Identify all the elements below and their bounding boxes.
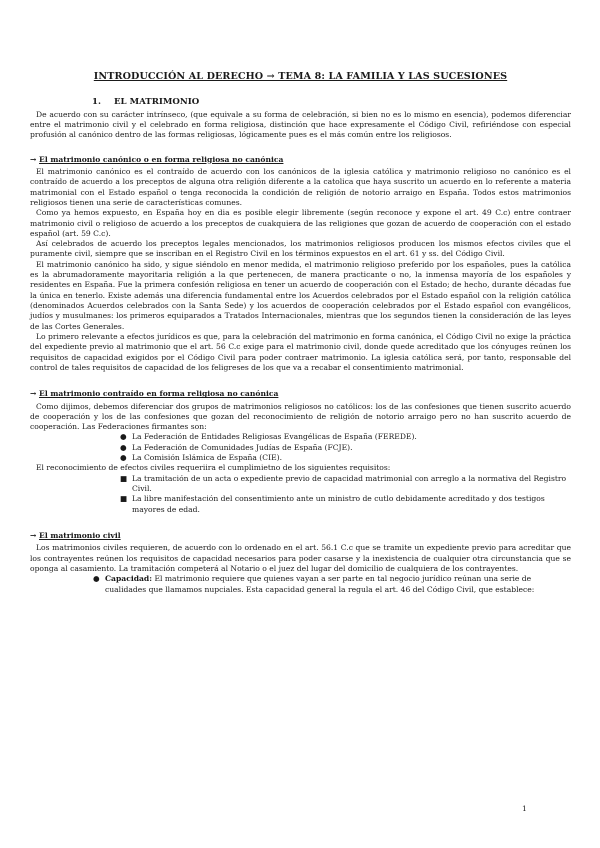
subsection-heading-text: El matrimonio contraído en forma religiosa no canónica xyxy=(39,389,279,399)
bullet-icon: ■ xyxy=(120,473,128,483)
paragraph: Como ya hemos expuesto, en España hoy en dia es posible elegir libremente (según reconoce y expone el art. 49 C.c) entre contraer matrimonio civil o religioso de acuerdo a los preceptos de cuakquiera de las religiones que gozan de acuerdo de cooperación con el estado español (art. 59 C.c). xyxy=(30,208,571,238)
capacidad-text: El matrimonio requiere que quienes vayan a ser parte en tal negocio jurídico reúnan una serie de cualidades que llamamos nupciales. Esta capacidad general la regula el art. 46 del Código Civil, que establece: xyxy=(105,574,535,594)
paragraph: Lo primero relevante a efectos jurídicos es que, para la celebración del matrimonio en forma canónica, el Código Civil no exige la práctica del expediente previo al matrimonio que el art. 56 C.c exige para el matrimonio civil, donde quede acreditado que los cónyuges reúnen los requisitos de capacidad exigidos por el Código Civil para poder contraer matrimonio. La iglesia católica será, por tanto, responsable del control de tales requisitos de capacidad de los feligreses de los que va a recabar el consentimiento matrimonial. xyxy=(30,331,571,372)
list-item: ● La Federación de Entidades Religiosas Evangélicas de España (FEREDE). xyxy=(120,432,417,442)
bullet-icon: ● xyxy=(93,574,100,584)
page-number: 1 xyxy=(522,804,527,813)
arrow-icon: → xyxy=(30,154,37,164)
requisitos-list xyxy=(30,474,571,515)
paragraph: Los matrimonios civiles requieren, de acuerdo con lo ordenado en el art. 56.1 C.c que se tramite un expediente previo para acreditar que los contrayentes reúnen los requisitos de capacidad necesarios para poder casarse y la inexistencia de cualquier otra circunstancia que se oponga al casamiento. La tramitación competerá al Notario o el juez del lugar del domicilio de cualquiera de los contrayentes. xyxy=(30,543,571,573)
subsection-heading-text: El matrimonio canónico o en forma religiosa no canónica xyxy=(39,154,284,164)
arrow-icon: → xyxy=(30,530,37,540)
paragraph: Así celebrados de acuerdo los preceptos legales mencionados, los matrimonios religiosos producen los mismos efectos civiles que el puramente civil, siempre que se inscriban en el Registro Civil en los términos expuestos en el art. 61 y ss. del Código Civil. xyxy=(30,239,571,259)
section-heading-matrimonio xyxy=(92,97,571,109)
document-content xyxy=(30,70,571,595)
list-item: ■ La libre manifestación del consentimiento ante un ministro de cutlo debidamente acreditado y dos testigos mayores de edad. xyxy=(120,494,545,514)
bullet-icon: ● xyxy=(120,453,127,463)
subsection-heading-no-canonica xyxy=(30,389,571,399)
paragraph: El matrimonio canónico es el contraído de acuerdo con los canónicos de la iglesia católica y matrimonio religioso no canónico es el contraído de acuerdo a los preceptos de alguna otra religión diferente a la catolica que haya suscrito un acuerdo en lo referente a materia matrimonial con el Estado español o tenga reconocida la condición de religión de notorio arraigo en España. Todos estos matrimonios religiosos tienen una serie de características comunes. xyxy=(30,166,571,207)
bullet-icon: ● xyxy=(120,432,127,442)
list-item xyxy=(93,574,571,595)
subsection-heading-text: El matrimonio civil xyxy=(39,530,121,540)
arrow-icon: → xyxy=(30,389,37,399)
subsection-heading-civil xyxy=(30,531,571,541)
federaciones-list xyxy=(30,432,571,463)
list-item: ● La Comisión Islámica de España (CIE). xyxy=(120,453,282,463)
bullet-icon: ■ xyxy=(120,494,128,504)
document-title: INTRODUCCIÓN AL DERECHO → TEMA 8: LA FAMILIA Y LAS SUCESIONES xyxy=(93,71,508,82)
list-item: ■ La tramitación de un acta o expediente previo de capacidad matrimonial con arreglo a la normativa del Registro Civil. xyxy=(120,473,567,494)
paragraph: Como dijimos, debemos diferenciar dos grupos de matrimonios religiosos no católicos: los de las confesiones que tienen suscrito acuerdo de cooperación y los de las confesiones que gozan del reconocimiento de religión de notorio arraigo pero no han suscrito acuerdo de cooperación. Las Federaciones firmantes son: xyxy=(30,401,571,432)
section-heading-text: EL MATRIMONIO xyxy=(114,97,200,108)
bullet-icon: ● xyxy=(120,442,127,452)
paragraph: El reconocimiento de efectos civiles requeriira el cumplimietno de los siguientes requisitos: xyxy=(36,463,391,473)
list-item: ● La Federación de Comunidades Judías de España (FCJE). xyxy=(120,442,353,452)
capacidad-list xyxy=(30,574,571,595)
paragraph: El matrimonio canónico ha sido, y sigue siéndolo en menor medida, el matrimonio religioso preferido por los españoles, pues la católica es la abrumadoramente mayoritaria religión a la que pertenecen, de manera practicante o no, la inmensa mayoría de los españoles y residentes en España. Fue la primera confesión religiosa en tener un acuerdo de cooperación con el Estado; de hecho, durante décadas fue la única en tenerlo. Existe además una diferencia fundamental entre los Acuerdos celebrados por el Estado español con la religión católica (denominados Acuerdos celebrados con la Santa Sede) y los acuerdos de cooperación celebrados por el Estado español con evangélicos, judíos y musulmanes: los primeros equiparados a Tratados Internacionales, mientras que los segundos tienen la consideración de las leyes de las Cortes Generales. xyxy=(30,259,571,331)
intro-paragraph: De acuerdo con su carácter intrínseco, (que equivale a su forma de celebración, si bien no es lo mismo en esencia), podemos diferenciar entre el matrimonio civil y el celebrado en forma religiosa, distinción que hace expresamente el Código Civil, refiriéndose con especial profusión al canónico dentro de las formas religiosas, lógicamente pues es el más común entre los religiosos. xyxy=(30,109,571,140)
section-number: 1. xyxy=(92,97,101,108)
capacidad-label: Capacidad: xyxy=(105,574,153,584)
subsection-heading-canonico xyxy=(30,155,571,165)
